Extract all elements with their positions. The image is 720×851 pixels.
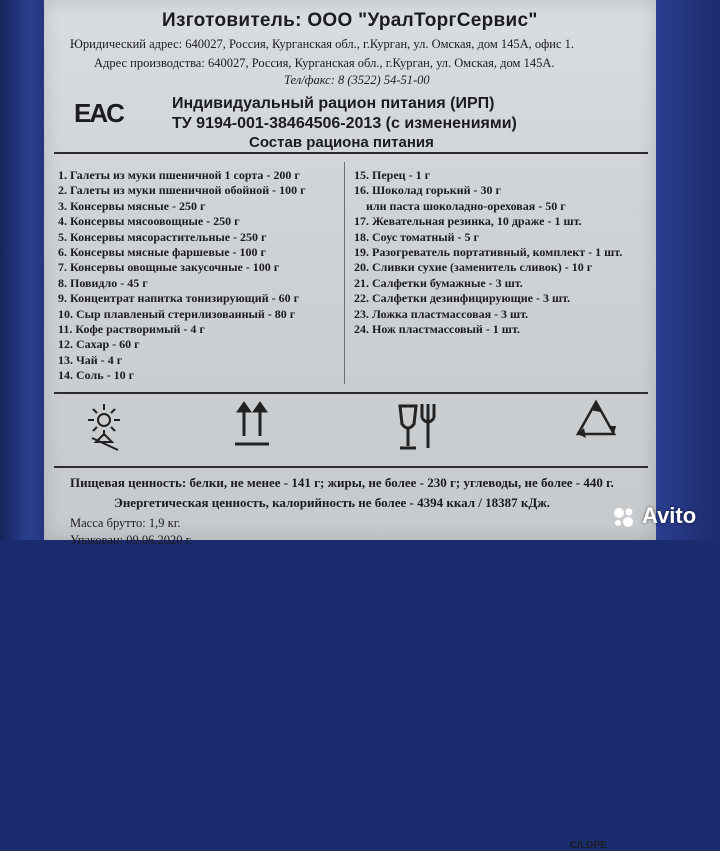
column-divider <box>344 162 345 384</box>
list-item: 1. Галеты из муки пшеничной 1 сорта - 200 г <box>58 168 300 182</box>
list-item: 3. Консервы мясные - 250 г <box>58 198 206 213</box>
keep-away-from-sun-icon <box>74 398 134 458</box>
list-item: 11. Кофе растворимый - 4 г <box>58 322 205 337</box>
list-item: 14. Соль - 10 г <box>58 368 135 383</box>
divider <box>54 466 648 468</box>
production-address: Адрес производства: 640027, Россия, Курганская обл., г.Курган, ул. Омская, дом 145А. <box>94 56 555 70</box>
divider <box>54 152 648 154</box>
list-item: 6. Консервы мясные фаршевые - 100 г <box>58 245 266 260</box>
list-item: 18. Соус томатный - 5 г <box>354 229 479 244</box>
divider <box>54 392 648 394</box>
list-item: 22. Салфетки дезинфицирующие - 3 шт. <box>354 291 571 306</box>
list-item: 20. Сливки сухие (заменитель сливок) - 10 г <box>354 260 593 275</box>
list-item: 8. Повидло - 45 г <box>58 275 148 290</box>
packing-date: Упакован: 09.06.2020 г. <box>70 533 193 547</box>
product-name: Индивидуальный рацион питания (ИРП) <box>172 95 495 112</box>
list-item: 21. Салфетки бумажные - 3 шт. <box>354 275 523 290</box>
list-item: 24. Нож пластмассовый - 1 шт. <box>354 322 520 337</box>
list-item: 4. Консервы мясоовощные - 250 г <box>58 214 240 229</box>
phone-line: Тел/факс: 8 (3522) 54-51-00 <box>284 73 430 87</box>
list-item: 7. Консервы овощные закусочные - 100 г <box>58 260 280 275</box>
nutrition-value: Пищевая ценность: белки, не менее - 141 г; жиры, не более - 230 г; углеводы, не более - 440 г. <box>70 475 614 490</box>
list-item: 5. Консервы мясорастительные - 250 г <box>58 229 267 244</box>
list-item: 10. Сыр плавленый стерилизованный - 80 г <box>58 306 296 321</box>
list-item: 9. Концентрат напитка тонизирующий - 60 г <box>58 291 300 306</box>
list-item: 16. Шоколад горький - 30 г <box>354 183 501 198</box>
list-item: 23. Ложка пластмассовая - 3 шт. <box>354 306 529 321</box>
list-item: 13. Чай - 4 г <box>58 352 123 367</box>
list-item: 15. Перец - 1 г <box>354 168 431 182</box>
product-label <box>44 0 656 851</box>
list-item: 12. Сахар - 60 г <box>58 337 140 352</box>
package-edge <box>656 0 720 540</box>
energy-value: Энергетическая ценность, калорийность не более - 4394 ккал / 18387 кДж. <box>114 495 550 510</box>
list-item: 17. Жевательная резинка, 10 драже - 1 шт. <box>354 214 582 229</box>
avito-logo-icon <box>612 505 636 529</box>
composition-list-right <box>354 168 654 337</box>
food-contact-icon <box>394 398 444 454</box>
gross-mass: Масса брутто: 1,9 кг. <box>70 516 181 530</box>
list-item: или паста шоколадно-ореховая - 50 г <box>366 198 566 213</box>
this-way-up-icon <box>232 398 272 448</box>
eac-mark-icon: EAC <box>74 98 123 128</box>
recycle-label: C/LDPE <box>570 840 607 851</box>
composition-title: Состав рациона питания <box>249 134 434 151</box>
list-item: 2. Галеты из муки пшеничной обойной - 100 г <box>58 183 306 198</box>
list-item: 19. Разогреватель портативный, комплект - 1 шт. <box>354 245 623 260</box>
legal-address: Юридический адрес: 640027, Россия, Курганская обл., г.Курган, ул. Омская, дом 145А, офис 1. <box>70 37 575 51</box>
product-standard: ТУ 9194-001-38464506-2013 (с изменениями) <box>172 115 517 132</box>
recycle-icon <box>570 398 622 442</box>
composition-list-left <box>58 168 344 384</box>
avito-watermark: Avito <box>642 503 697 528</box>
manufacturer-line: Изготовитель: ООО "УралТоргСервис" <box>162 10 538 31</box>
